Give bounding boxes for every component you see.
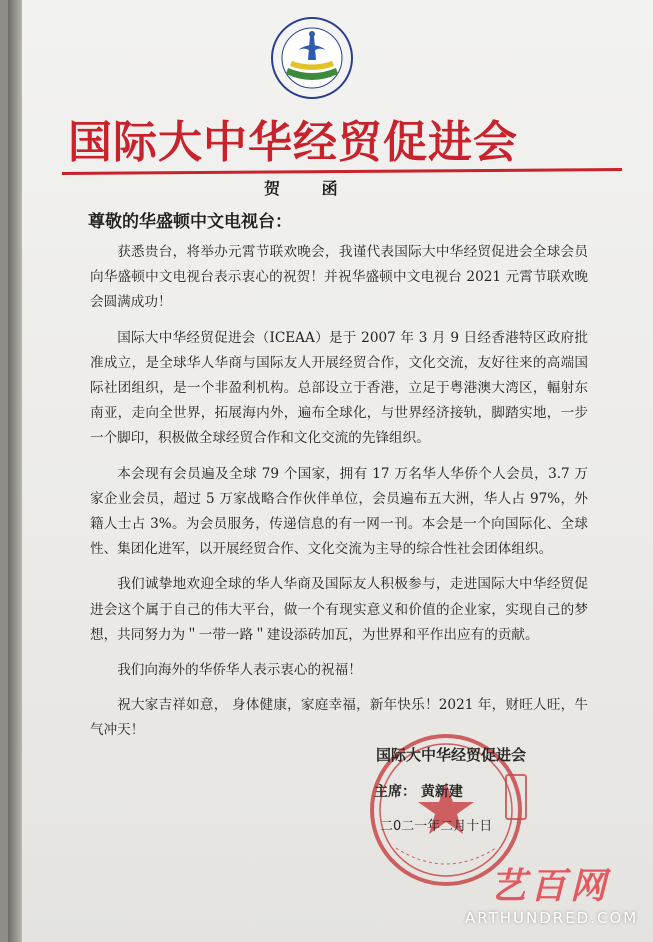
letter-heading: 贺 函	[264, 179, 356, 198]
title-divider	[62, 168, 622, 175]
page-edge-shadow	[8, 0, 22, 942]
paragraph-congratulations: 获悉贵台，将举办元霄节联欢晚会，我谨代表国际大中华经贸促进会全球会员向华盛顿中文电视台表示衷心的祝贺！并祝华盛顿中文电视台 2021 元霄节联欢晚会圆满成功！	[90, 244, 588, 311]
letter-paper	[8, 0, 653, 942]
signature-date: 二0二一年二月十日	[380, 819, 493, 834]
paragraph-membership: 本会现有会员遍及全球 79 个国家，拥有 17 万名华人华侨个人会员，3.7 万家企业会员，超过 5 万家战略合作伙伴单位，会员遍布五大洲，华人占 97%，外籍人士占 3%。为会员服务，传递信息的有一网一刊。本会是一个向国际化、全球性、集团化进军，以开展经贸合作、文化交流为主导的综合性社会团体组织。	[90, 465, 588, 558]
paragraph-about: 国际大中华经贸促进会（ICEAA）是于 2007 年 3 月 9 日经香港特区政府批准成立，是全球华人华商与国际友人开展经贸合作，文化交流，友好往来的高端国际社团组织，是一个非盈利机构。总部设立于香港，立足于粤港澳大湾区，輻射东南亚，走向全世界，拓展海内外，遍布全球化，与世界经济接轨，脚踏实地，一步一个脚印，积极做全球经贸合作和文化交流的先锋组织。	[90, 329, 588, 447]
paragraph-blessing: 我们向海外的华侨华人表示衷心的祝福！	[117, 662, 362, 679]
watermark-brand-en: ARTHUNDRED.COM	[465, 909, 639, 927]
organization-logo-icon	[270, 16, 354, 100]
paragraph-invitation: 我们诚挚地欢迎全球的华人华商及国际友人积极参与，走进国际大中华经贸促进会这个属于自己的伟大平台，做一个有现实意义和价值的企业家，实现自己的梦想，共同努力为＂一带一路＂建设添砖加瓦，为世界和平作出应有的贡献。	[90, 576, 588, 643]
letter-body	[90, 240, 588, 744]
signature-chairman: 主席： 黄新建	[374, 784, 463, 800]
signature-organization: 国际大中华经贸促进会	[376, 746, 527, 764]
organization-title: 国际大中华经贸促进会	[68, 117, 518, 168]
site-watermark	[465, 852, 639, 942]
salutation: 尊敬的华盛顿中文电视台：	[88, 212, 292, 232]
signature-stamp	[505, 774, 527, 820]
watermark-brand-cn: 艺百网	[489, 866, 610, 907]
paragraph-wishes: 祝大家吉祥如意， 身体健康，家庭幸福，新年快乐！2021 年，财旺人旺，牛气冲天！	[90, 697, 588, 739]
